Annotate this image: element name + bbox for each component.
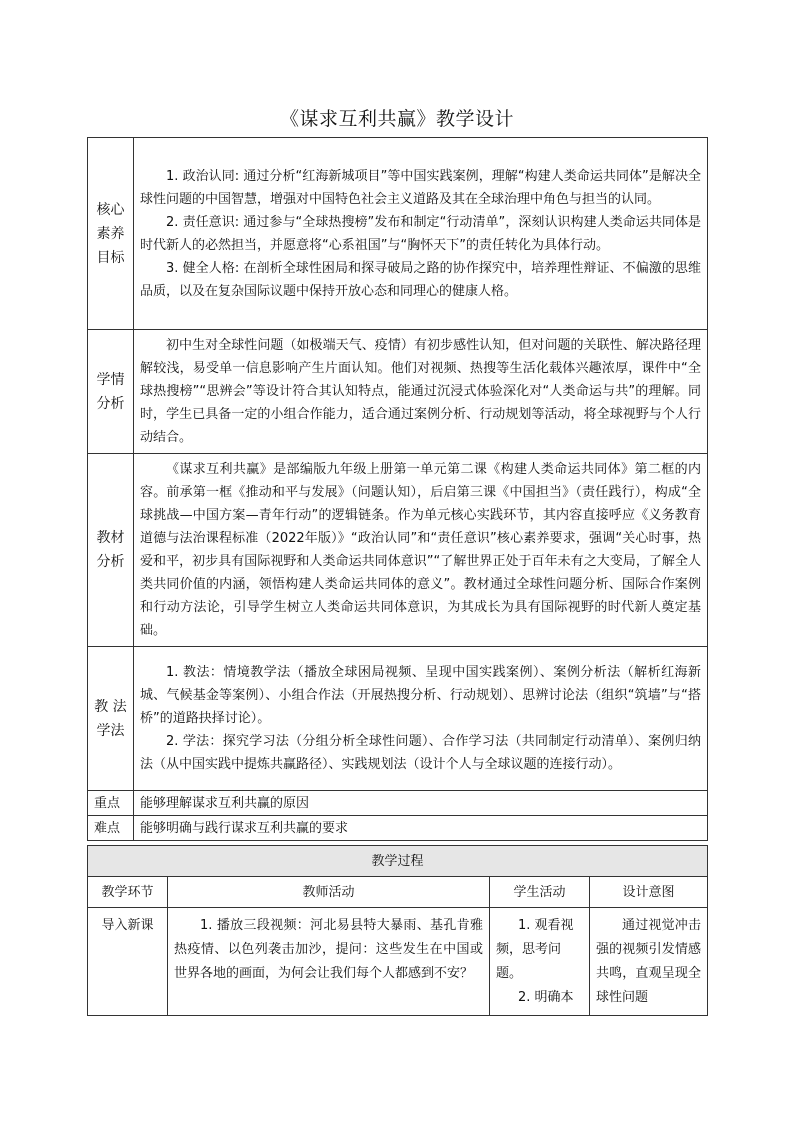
- label-line: 分析: [96, 395, 125, 412]
- core-goal-paragraph: 3. 健全人格: 在剖析全球性困局和探寻破局之路的协作探究中，培养理性辩证、不偏激的思维品质，以及在复杂国际议题中保持开放心态和同理心的健康人格。: [140, 260, 701, 299]
- core-goal-paragraph: 2. 责任意识: 通过参与“全球热搜榜”发布和制定“行动清单”，深刻认识构建人类命运共同体是时代新人的必然担当，并愿意将“心系祖国”与“胸怀天下”的责任转化为具体行动。: [140, 214, 701, 253]
- difficult-point-label: 难点: [88, 816, 134, 841]
- header-teacher: 教师活动: [168, 877, 490, 908]
- key-point-row: [88, 791, 708, 816]
- header-stage: 教学环节: [88, 877, 168, 908]
- methods-row: [88, 647, 708, 791]
- stage-cell: 导入新课: [88, 908, 168, 1016]
- label-line: 目标: [96, 249, 125, 266]
- document-title: 《谋求互利共赢》教学设计: [279, 108, 514, 130]
- core-literacy-label: [88, 138, 134, 330]
- methods-content: [134, 647, 708, 791]
- student-activity-cell: [490, 908, 590, 1016]
- design-intent-text: 通过视觉冲击强的视频引发情感共鸣，直观呈现全球性问题: [596, 918, 702, 1005]
- key-point-text: 能够理解谋求互利共赢的原因: [134, 791, 708, 816]
- learner-analysis-content: [134, 330, 708, 454]
- learner-analysis-row: [88, 330, 708, 454]
- textbook-analysis-content: [134, 454, 708, 647]
- process-band-row: [88, 846, 708, 877]
- textbook-analysis-paragraph: 《谋求互利共赢》是部编版九年级上册第一单元第二课《构建人类命运共同体》第二框的内容。前承第一框《推动和平与发展》（问题认知），后启第三课《中国担当》（责任践行），构成“全球挑战—中国方案—青年行动”的逻辑链条。作为单元核心实践环节，其内容直接呼应《义务教育道德与法治课程标准（2022年版）》“政治认同”和“责任意识”核心素养要求，强调“关心时事，热爱和平，初步具有国际视野和人类命运共同体意识”“了解世界正处于百年未有之大变局，了解全人类共同价值的内涵，领悟构建人类命运共同体的意义”。教材通过全球性问题分析、国际合作案例和行动方法论，引导学生树立人类命运共同体意识，为其成长为具有国际视野的时代新人奠定基础。: [140, 462, 701, 638]
- student-activity-line: 2. 明确本: [518, 990, 574, 1005]
- difficult-point-text: 能够明确与践行谋求互利共赢的要求: [134, 816, 708, 841]
- textbook-analysis-row: [88, 454, 708, 647]
- teacher-activity-text: 1. 播放三段视频：河北易县特大暴雨、基孔肯雅热疫情、以色列袭击加沙，提问：这些发生在中国或世界各地的画面，为何会让我们每个人都感到不安？: [174, 918, 483, 981]
- label-line: 教材: [96, 530, 125, 546]
- methods-label: [88, 647, 134, 791]
- teaching-process-table: [87, 845, 708, 1016]
- learner-analysis-paragraph: 初中生对全球性问题（如极端天气、疫情）有初步感性认知，但对问题的关联性、解决路径理解较浅，易受单一信息影响产生片面认知。他们对视频、热搜等生活化载体兴趣浓厚，课件中“全球热搜榜”“思辨会”等设计符合其认知特点，能通过沉浸式体验深化对“人类命运与共”的理解。同时，学生已具备一定的小组合作能力，适合通过案例分析、行动规划等活动，将全球视野与个人行动结合。: [140, 338, 701, 445]
- core-goal-paragraph: 1. 政治认同: 通过分析“红海新城项目”等中国实践案例，理解“构建人类命运共同体”是解决全球性问题的中国智慧，增强对中国特色社会主义道路及其在全球治理中角色与担当的认同。: [140, 168, 701, 207]
- label-line: 素养: [96, 225, 125, 242]
- core-literacy-content: [134, 138, 708, 330]
- process-row: [88, 908, 708, 1016]
- difficult-point-row: [88, 816, 708, 841]
- process-header-row: [88, 877, 708, 908]
- label-line: 学法: [96, 722, 125, 739]
- process-band-title: 教学过程: [88, 846, 708, 877]
- learner-analysis-label: [88, 330, 134, 454]
- label-line: 核心: [96, 201, 125, 218]
- header-student: 学生活动: [490, 877, 590, 908]
- teaching-method-paragraph: 1. 教法：情境教学法（播放全球困局视频、呈现中国实践案例）、案例分析法（解析红海新城、气候基金等案例）、小组合作法（开展热搜分析、行动规划）、思辨讨论法（组织“筑墙”与“搭桥”的道路抉择讨论）。: [140, 665, 701, 726]
- header-intent: 设计意图: [590, 877, 708, 908]
- teacher-activity-cell: [168, 908, 490, 1016]
- design-intent-cell: [590, 908, 708, 1016]
- design-table: [87, 137, 708, 841]
- label-line: 分析: [96, 554, 125, 570]
- textbook-analysis-label: [88, 454, 134, 647]
- key-point-label: 重点: [88, 791, 134, 816]
- student-activity-line: 1. 观看视频，思考问题。: [496, 918, 574, 981]
- learning-method-paragraph: 2. 学法：探究学习法（分组分析全球性问题）、合作学习法（共同制定行动清单）、案例归纳法（从中国实践中提炼共赢路径）、实践规划法（设计个人与全球议题的连接行动）。: [140, 734, 701, 772]
- label-line: 教 法: [94, 698, 127, 715]
- core-literacy-row: [88, 138, 708, 330]
- label-line: 学情: [96, 371, 125, 388]
